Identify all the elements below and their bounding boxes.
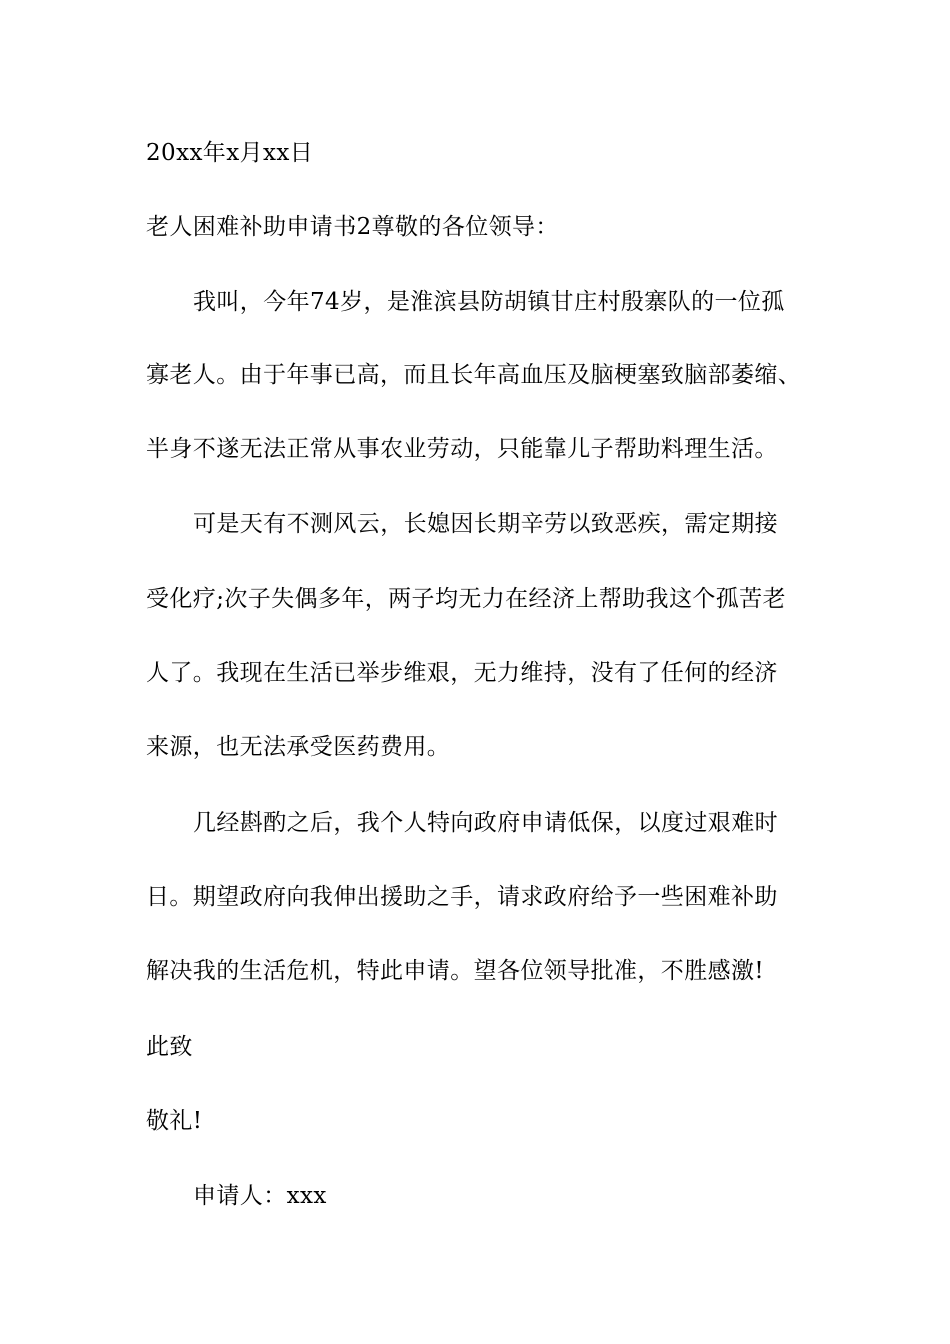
paragraph2-line3: 人了。我现在生活已举步维艰，无力维持，没有了任何的经济 (146, 660, 778, 686)
paragraph3-line1: 几经斟酌之后，我个人特向政府申请低保，以度过艰难时 (193, 810, 778, 836)
signature-line: 申请人：xxx (193, 1183, 327, 1209)
closing-line1: 此致 (146, 1034, 193, 1060)
paragraph1-line2: 寡老人。由于年事已高，而且长年高血压及脑梗塞致脑部萎缩、 (146, 362, 802, 388)
date-line: 20xx年x月xx日 (146, 140, 314, 166)
paragraph3-line3: 解决我的生活危机，特此申请。望各位领导批准，不胜感激! (146, 958, 765, 984)
paragraph3-line2: 日。期望政府向我伸出援助之手，请求政府给予一些困难补助 (146, 884, 778, 910)
heading-line: 老人困难补助申请书2尊敬的各位领导： (146, 214, 559, 240)
closing-line2: 敬礼! (146, 1108, 203, 1134)
paragraph2-line4: 来源，也无法承受医药费用。 (146, 734, 451, 760)
paragraph1-line1: 我叫，今年74岁，是淮滨县防胡镇甘庄村殷寨队的一位孤 (193, 289, 785, 315)
paragraph2-line2: 受化疗;次子失偶多年，两子均无力在经济上帮助我这个孤苦老 (146, 586, 786, 612)
paragraph1-line3: 半身不遂无法正常从事农业劳动，只能靠儿子帮助料理生活。 (146, 436, 778, 462)
paragraph2-line1: 可是天有不测风云，长媳因长期辛劳以致恶疾，需定期接 (193, 511, 778, 537)
